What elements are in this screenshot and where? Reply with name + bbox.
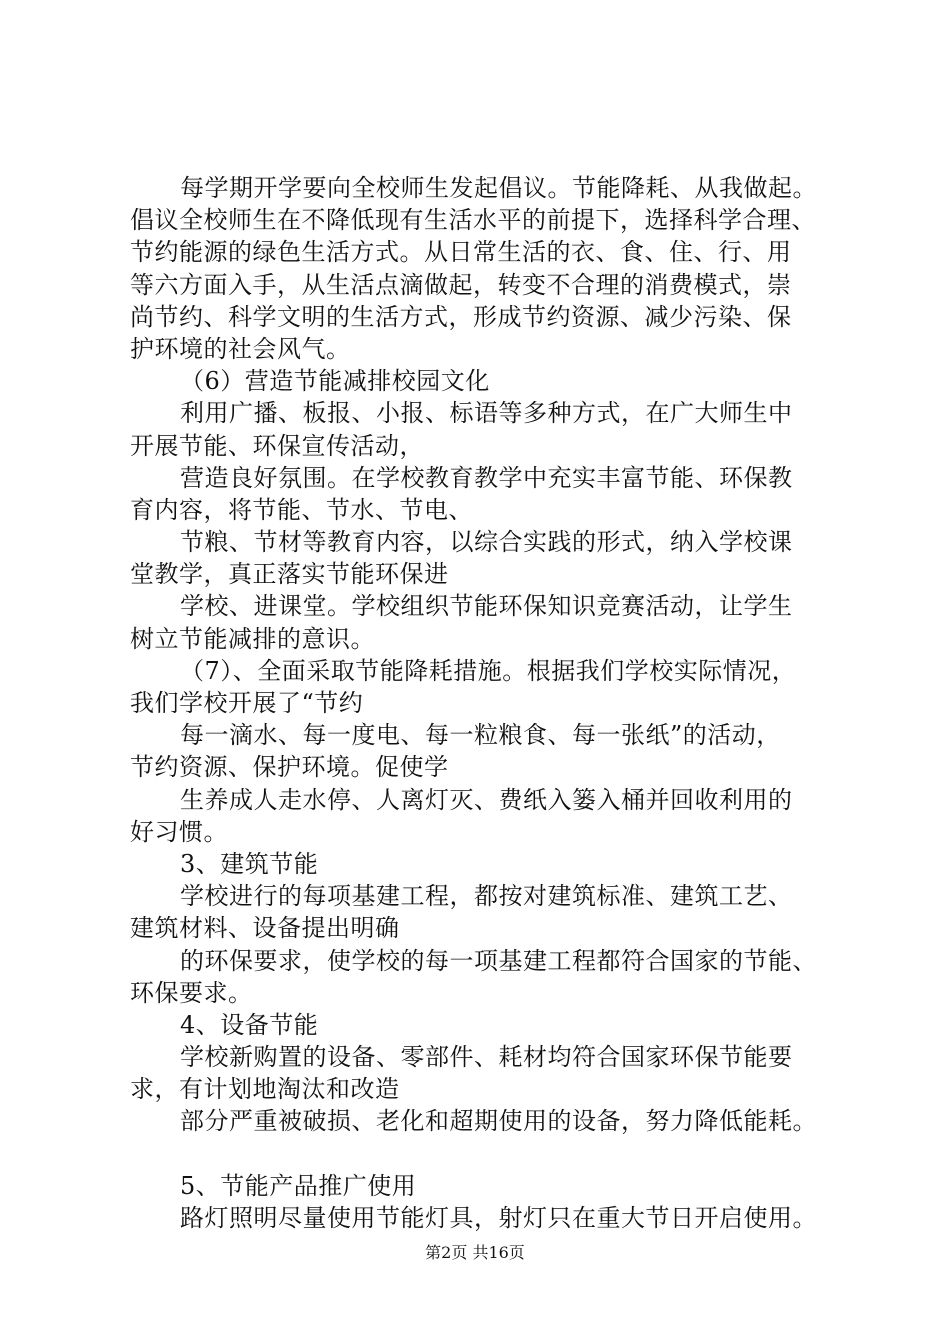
text-line: 每一滴水、每一度电、每一粒粮食、每一张纸”的活动， <box>180 721 781 750</box>
text-line: 学校进行的每项基建工程，都按对建筑标准、建筑工艺、 <box>180 882 793 911</box>
text-line: 求，有计划地淘汰和改造 <box>130 1075 400 1104</box>
blank-line <box>130 1138 860 1170</box>
text-line: 营造良好氛围。在学校教育教学中充实丰富节能、环保教 <box>180 463 793 492</box>
text-line: 环保要求。 <box>130 978 253 1007</box>
text-line: 利用广播、板报、小报、标语等多种方式，在广大师生中 <box>180 399 793 428</box>
text-line: 节约能源的绿色生活方式。从日常生活的衣、食、住、行、用 <box>130 238 792 267</box>
text-line: 护环境的社会风气。 <box>130 334 351 363</box>
text-line: 开展节能、环保宣传活动， <box>130 431 424 460</box>
text-line: 的环保要求，使学校的每一项基建工程都符合国家的节能、 <box>180 946 817 975</box>
text-line: 学校新购置的设备、零部件、耗材均符合国家环保节能要 <box>180 1043 793 1072</box>
section-heading: 4、设备节能 <box>180 1010 319 1039</box>
section-heading: （7）、全面采取节能降耗措施。根据我们学校实际情况， <box>180 656 797 685</box>
text-line: 堂教学，真正落实节能环保进 <box>130 560 449 589</box>
text-line: 等六方面入手，从生活点滴做起，转变不合理的消费模式，崇 <box>130 270 792 299</box>
document-body <box>130 172 860 1234</box>
page-footer <box>0 1243 950 1263</box>
text-line: 节粮、节材等教育内容，以综合实践的形式，纳入学校课 <box>180 528 793 557</box>
section-heading: 5、节能产品推广使用 <box>180 1171 417 1200</box>
text-line: 每学期开学要向全校师生发起倡议。节能降耗、从我做起。 <box>180 174 817 202</box>
text-line: 路灯照明尽量使用节能灯具，射灯只在重大节日开启使用。 <box>180 1204 817 1232</box>
text-line: 倡议全校师生在不降低现有生活水平的前提下，选择科学合理、 <box>130 206 816 235</box>
text-line: 部分严重被破损、老化和超期使用的设备，努力降低能耗。 <box>180 1107 817 1136</box>
text-line: 我们学校开展了“节约 <box>130 689 364 717</box>
text-line: 学校、进课堂。学校组织节能环保知识竞赛活动，让学生 <box>180 592 793 621</box>
text-line: 节约资源、保护环境。促使学 <box>130 753 449 782</box>
text-line: 树立节能减排的意识。 <box>130 624 375 653</box>
text-line: 育内容，将节能、节水、节电、 <box>130 495 473 524</box>
page-number: 第2页 共16页 <box>425 1243 525 1262</box>
section-heading: 3、建筑节能 <box>180 849 319 878</box>
text-line: 建筑材料、设备提出明确 <box>130 914 400 943</box>
text-line: 生养成人走水停、人离灯灭、费纸入篓入桶并回收利用的 <box>180 785 793 814</box>
section-heading: （6）营造节能减排校园文化 <box>180 367 490 396</box>
text-line: 好习惯。 <box>130 817 228 846</box>
text-line: 尚节约、科学文明的生活方式，形成节约资源、减少污染、保 <box>130 302 792 331</box>
